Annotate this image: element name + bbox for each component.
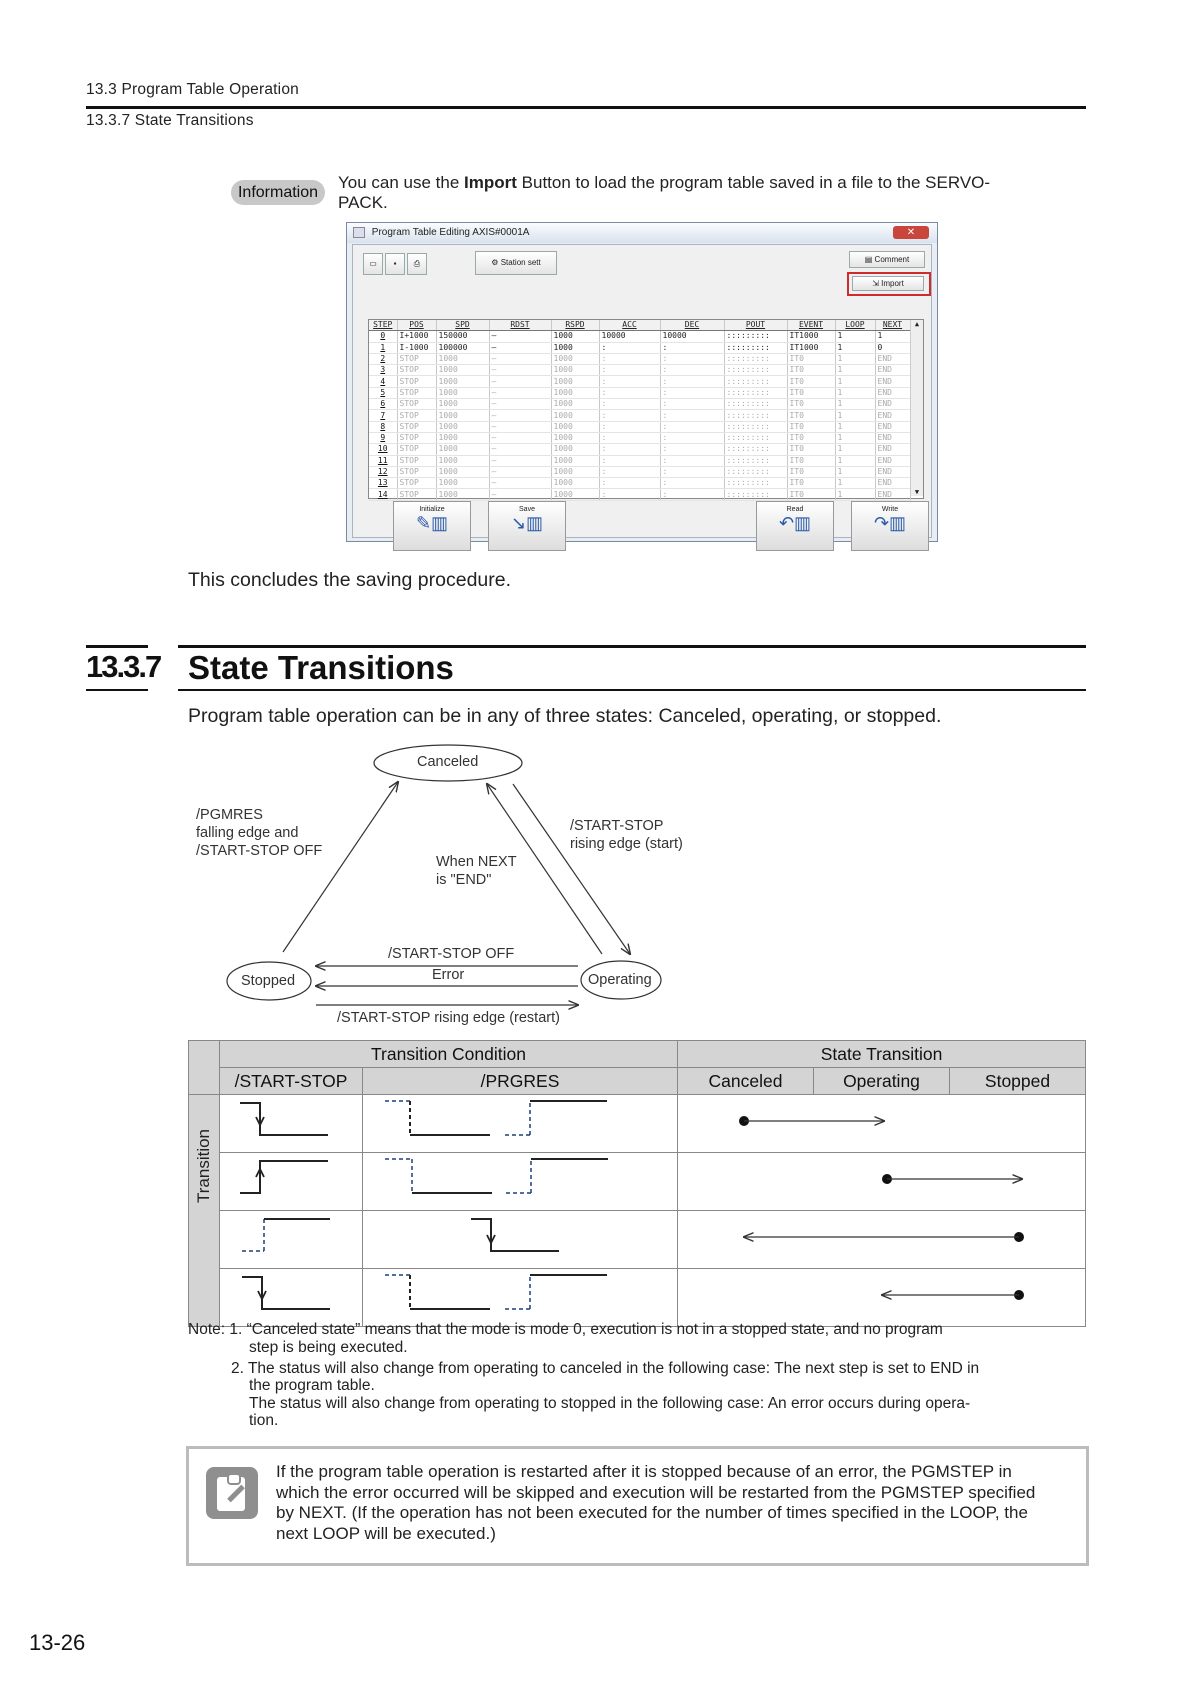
grid-cell[interactable]: – (489, 489, 551, 500)
grid-cell[interactable]: 1 (835, 399, 875, 410)
grid-cell[interactable]: STOP (397, 399, 436, 410)
grid-cell[interactable]: 1000 (551, 432, 599, 443)
grid-col-header[interactable]: DEC (660, 320, 724, 331)
grid-cell[interactable]: – (489, 353, 551, 364)
grid-cell[interactable]: 1000 (551, 455, 599, 466)
grid-cell[interactable]: : (660, 365, 724, 376)
grid-cell[interactable]: 10000 (660, 331, 724, 342)
grid-cell[interactable]: 1000 (551, 353, 599, 364)
information-badge: Information (231, 180, 325, 205)
grid-cell[interactable]: 1 (835, 432, 875, 443)
write-icon: ↷▥ (873, 513, 907, 533)
prgres-signal-3 (363, 1211, 678, 1269)
initialize-icon: ✎▥ (415, 513, 449, 533)
grid-cell[interactable]: END (875, 399, 910, 410)
grid-cell[interactable]: END (875, 444, 910, 455)
grid-cell[interactable]: I+1000 (397, 331, 436, 342)
grid-cell[interactable]: 5 (369, 387, 397, 398)
grid-cell[interactable]: : (660, 387, 724, 398)
grid-cell[interactable]: : (660, 399, 724, 410)
grid-cell[interactable]: IT1000 (787, 342, 835, 353)
import-icon: ⇲ (872, 279, 882, 288)
grid-cell[interactable]: 3 (369, 365, 397, 376)
grid-cell[interactable]: ::::::::: (724, 387, 787, 398)
state-transition-4 (678, 1269, 1086, 1327)
grid-cell[interactable]: 1000 (436, 432, 489, 443)
grid-cell[interactable]: 1 (835, 421, 875, 432)
print-icon[interactable]: ⎙ (407, 253, 427, 275)
transition-condition-header: Transition Condition (220, 1041, 678, 1068)
grid-cell[interactable]: IT0 (787, 410, 835, 421)
start-stop-signal-4 (220, 1269, 363, 1327)
grid-cell[interactable]: I-1000 (397, 342, 436, 353)
grid-cell[interactable]: 1 (835, 444, 875, 455)
save-icon[interactable]: ▪ (385, 253, 405, 275)
station-icon: ⚙ (491, 258, 501, 267)
grid-cell[interactable]: 1 (835, 489, 875, 500)
grid-cell[interactable]: ::::::::: (724, 376, 787, 387)
start-stop-signal-1 (220, 1095, 363, 1153)
grid-col-header[interactable]: EVENT (787, 320, 835, 331)
grid-cell[interactable]: : (599, 410, 660, 421)
grid-cell[interactable]: : (599, 455, 660, 466)
grid-cell[interactable]: 11 (369, 455, 397, 466)
grid-cell[interactable]: 1000 (436, 353, 489, 364)
grid-cell[interactable]: STOP (397, 432, 436, 443)
section-number: 13.3.7 (86, 649, 161, 684)
grid-cell[interactable]: 1000 (436, 444, 489, 455)
grid-cell[interactable]: END (875, 376, 910, 387)
grid-cell[interactable]: IT0 (787, 399, 835, 410)
read-icon: ↶▥ (778, 513, 812, 533)
grid-cell[interactable]: 6 (369, 399, 397, 410)
prgres-header: /PRGRES (363, 1068, 678, 1095)
grid-cell[interactable]: 1 (835, 376, 875, 387)
grid-cell[interactable]: 1000 (551, 387, 599, 398)
grid-cell[interactable]: : (599, 444, 660, 455)
grid-cell[interactable]: 1 (835, 410, 875, 421)
grid-cell[interactable]: – (489, 365, 551, 376)
grid-cell[interactable]: : (660, 410, 724, 421)
grid-cell[interactable]: ::::::::: (724, 353, 787, 364)
grid-cell[interactable]: IT1000 (787, 331, 835, 342)
comment-button[interactable]: ▤ Comment (849, 251, 925, 268)
grid-cell[interactable]: STOP (397, 353, 436, 364)
start-stop-signal-2 (220, 1153, 363, 1211)
grid-cell[interactable]: ::::::::: (724, 342, 787, 353)
section-title: State Transitions (188, 649, 454, 686)
operating-label: Operating (588, 972, 652, 988)
grid-cell[interactable]: END (875, 478, 910, 489)
scroll-up-icon[interactable]: ▲ (914, 320, 920, 328)
table-row (189, 1095, 1086, 1153)
grid-cell[interactable]: ::::::::: (724, 365, 787, 376)
stopped-header: Stopped (950, 1068, 1086, 1095)
memo-icon (206, 1467, 258, 1519)
grid-cell[interactable]: ::::::::: (724, 421, 787, 432)
table-row (189, 1153, 1086, 1211)
transition-label: Transition (194, 1128, 213, 1203)
start-stop-signal-3 (220, 1211, 363, 1269)
grid-col-header[interactable]: STEP (369, 320, 397, 331)
grid-cell[interactable]: 4 (369, 376, 397, 387)
canceled-header: Canceled (678, 1068, 814, 1095)
grid-cell[interactable]: 1000 (551, 410, 599, 421)
grid-cell[interactable]: : (599, 342, 660, 353)
grid-cell[interactable]: : (599, 376, 660, 387)
canceled-to-operating-arrow (513, 784, 630, 954)
grid-cell[interactable]: END (875, 410, 910, 421)
grid-cell[interactable]: 1 (835, 387, 875, 398)
canceled-label: Canceled (417, 754, 479, 770)
grid-cell[interactable]: 1000 (551, 478, 599, 489)
grid-cell[interactable]: 1 (369, 342, 397, 353)
state-transition-3 (678, 1211, 1086, 1269)
grid-cell[interactable]: 1000 (436, 399, 489, 410)
running-header-subsection: 13.3.7 State Transitions (86, 112, 254, 129)
new-icon[interactable]: ▭ (363, 253, 383, 275)
grid-cell[interactable]: ::::::::: (724, 432, 787, 443)
grid-cell[interactable]: 1 (875, 331, 910, 342)
grid-cell[interactable]: 9 (369, 432, 397, 443)
grid-cell[interactable]: : (599, 466, 660, 477)
start-stop-header: /START-STOP (220, 1068, 363, 1095)
grid-cell[interactable]: 0 (369, 331, 397, 342)
grid-col-header[interactable]: NEXT (875, 320, 910, 331)
read-button[interactable]: Read ↶▥ (756, 501, 834, 551)
grid-cell[interactable]: END (875, 489, 910, 500)
grid-cell[interactable]: – (489, 376, 551, 387)
grid-cell[interactable]: 150000 (436, 331, 489, 342)
grid-cell[interactable]: STOP (397, 410, 436, 421)
grid-cell[interactable]: : (599, 353, 660, 364)
grid-cell[interactable]: 1000 (436, 478, 489, 489)
grid-cell[interactable]: 1000 (551, 331, 599, 342)
grid-cell[interactable]: IT0 (787, 365, 835, 376)
grid-cell[interactable]: – (489, 421, 551, 432)
conclusion-text: This concludes the saving procedure. (188, 569, 512, 591)
grid-cell[interactable]: 1000 (551, 365, 599, 376)
grid-cell[interactable]: ::::::::: (724, 466, 787, 477)
stopped-label: Stopped (241, 973, 296, 989)
grid-cell[interactable]: 1000 (436, 466, 489, 477)
grid-cell[interactable]: STOP (397, 455, 436, 466)
grid-cell[interactable]: STOP (397, 444, 436, 455)
grid-cell[interactable]: 1 (835, 331, 875, 342)
grid-cell[interactable]: – (489, 455, 551, 466)
grid-cell[interactable]: IT0 (787, 421, 835, 432)
grid-cell[interactable]: : (599, 365, 660, 376)
grid-cell[interactable]: STOP (397, 478, 436, 489)
grid-cell[interactable]: END (875, 455, 910, 466)
grid-cell[interactable]: : (660, 444, 724, 455)
grid-cell[interactable]: END (875, 421, 910, 432)
running-header-section: 13.3 Program Table Operation (86, 81, 299, 98)
next-end-label: When NEXT is "END" (436, 854, 517, 888)
state-transition-header: State Transition (678, 1041, 1086, 1068)
grid-cell[interactable]: : (599, 399, 660, 410)
grid-cell[interactable]: 10000 (599, 331, 660, 342)
initialize-button[interactable]: Initialize ✎▥ (393, 501, 471, 551)
tip-box (186, 1446, 1089, 1566)
grid-cell[interactable]: : (599, 489, 660, 500)
grid-cell[interactable]: 1000 (436, 365, 489, 376)
note-2: 2. The status will also change from operating to canceled in the following case: The next step is set to END in (231, 1360, 980, 1377)
grid-cell[interactable]: STOP (397, 387, 436, 398)
grid-cell[interactable]: : (660, 466, 724, 477)
grid-cell[interactable]: ::::::::: (724, 489, 787, 500)
comment-icon: ▤ (864, 255, 875, 264)
restart-label: /START-STOP rising edge (restart) (337, 1010, 560, 1026)
grid-cell[interactable]: ::::::::: (724, 331, 787, 342)
state-transition-1 (678, 1095, 1086, 1153)
grid-cell[interactable]: : (660, 342, 724, 353)
grid-cell[interactable]: 1 (835, 455, 875, 466)
grid-cell[interactable]: – (489, 399, 551, 410)
window-title: Program Table Editing AXIS#0001A (371, 227, 530, 238)
write-button[interactable]: Write ↷▥ (851, 501, 929, 551)
grid-cell[interactable]: 14 (369, 489, 397, 500)
grid-cell[interactable]: STOP (397, 466, 436, 477)
grid-col-header[interactable]: POS (397, 320, 436, 331)
grid-cell[interactable]: END (875, 365, 910, 376)
prgres-signal-1 (363, 1095, 678, 1153)
operating-header: Operating (814, 1068, 950, 1095)
section-intro: Program table operation can be in any of three states: Canceled, operating, or stopped. (188, 705, 942, 727)
start-label: /START-STOP rising edge (start) (570, 818, 683, 852)
grid-cell[interactable]: 1 (835, 478, 875, 489)
grid-cell[interactable]: 1000 (436, 421, 489, 432)
page-number: 13-26 (29, 1630, 86, 1655)
grid-cell[interactable]: 13 (369, 478, 397, 489)
grid-cell[interactable]: : (660, 376, 724, 387)
grid-cell[interactable]: 1000 (436, 489, 489, 500)
grid-cell[interactable]: : (660, 478, 724, 489)
grid-cell[interactable]: – (489, 387, 551, 398)
grid-cell[interactable]: 2 (369, 353, 397, 364)
grid-cell[interactable]: 1000 (436, 376, 489, 387)
grid-cell[interactable]: 10 (369, 444, 397, 455)
grid-cell[interactable]: 8 (369, 421, 397, 432)
grid-cell[interactable]: : (599, 432, 660, 443)
tip-text: If the program table operation is restarted after it is stopped because of an error, the PGMSTEP in which the error occurred will be skipped and execution will be restarted from the PGMSTEP specified by NEXT. (If the operation has not been executed for the number of times specified in the LOOP, the next LOOP will be executed.) (276, 1462, 1036, 1543)
transition-side-label (189, 1095, 220, 1327)
grid-cell[interactable]: 1000 (551, 489, 599, 500)
grid-cell[interactable]: IT0 (787, 353, 835, 364)
grid-cell[interactable]: END (875, 432, 910, 443)
grid-cell[interactable]: – (489, 478, 551, 489)
grid-cell[interactable]: END (875, 353, 910, 364)
grid-col-header[interactable]: RSPD (551, 320, 599, 331)
error-label: Error (432, 967, 465, 983)
grid-cell[interactable]: : (599, 387, 660, 398)
transition-table (188, 1040, 1086, 1327)
scroll-down-icon[interactable]: ▼ (914, 488, 920, 496)
grid-cell[interactable]: – (489, 342, 551, 353)
grid-col-header[interactable]: ACC (599, 320, 660, 331)
grid-cell[interactable]: IT0 (787, 387, 835, 398)
save-file-icon: ↘▥ (510, 513, 544, 533)
grid-cell[interactable]: – (489, 444, 551, 455)
grid-col-header[interactable]: RDST (489, 320, 551, 331)
grid-cell[interactable]: 1000 (551, 421, 599, 432)
grid-cell[interactable]: ::::::::: (724, 478, 787, 489)
grid-cell[interactable]: : (660, 489, 724, 500)
grid-cell[interactable]: 1000 (436, 455, 489, 466)
prgres-signal-2 (363, 1153, 678, 1211)
prgres-signal-4 (363, 1269, 678, 1327)
grid-col-header[interactable]: POUT (724, 320, 787, 331)
grid-cell[interactable]: – (489, 432, 551, 443)
grid-cell[interactable]: IT0 (787, 444, 835, 455)
start-stop-off-label: /START-STOP OFF (388, 946, 515, 962)
grid-cell[interactable]: 0 (875, 342, 910, 353)
grid-cell[interactable]: 12 (369, 466, 397, 477)
grid-cell[interactable]: IT0 (787, 466, 835, 477)
information-text: You can use the Import Button to load the program table saved in a file to the SERVO- PACK. (338, 173, 991, 212)
grid-cell[interactable]: STOP (397, 365, 436, 376)
grid-cell[interactable]: IT0 (787, 489, 835, 500)
grid-cell[interactable]: 1000 (436, 387, 489, 398)
grid-cell[interactable]: END (875, 387, 910, 398)
grid-cell[interactable]: 1000 (551, 399, 599, 410)
close-icon[interactable]: ✕ (893, 226, 929, 239)
table-corner (189, 1041, 220, 1095)
grid-cell[interactable]: ::::::::: (724, 410, 787, 421)
grid-cell[interactable]: – (489, 466, 551, 477)
grid-cell[interactable]: 1 (835, 353, 875, 364)
grid-cell[interactable]: 1000 (436, 410, 489, 421)
table-row (189, 1211, 1086, 1269)
grid-cell[interactable]: ::::::::: (724, 399, 787, 410)
grid-cell[interactable]: 1 (835, 365, 875, 376)
grid-cell[interactable]: 1 (835, 342, 875, 353)
note-1: Note: 1. “Canceled state” means that the mode is mode 0, execution is not in a stopped state, and no program (188, 1321, 943, 1338)
grid-cell[interactable]: STOP (397, 421, 436, 432)
grid-cell[interactable]: : (599, 421, 660, 432)
grid-cell[interactable]: : (599, 478, 660, 489)
grid-cell[interactable]: ::::::::: (724, 455, 787, 466)
grid-col-header[interactable]: SPD (436, 320, 489, 331)
note-2-cont3: tion. (249, 1412, 279, 1429)
pgmres-label: /PGMRES falling edge and /START-STOP OFF (196, 807, 323, 859)
grid-cell[interactable]: STOP (397, 376, 436, 387)
grid-cell[interactable]: – (489, 410, 551, 421)
grid-cell[interactable]: : (660, 455, 724, 466)
grid-cell[interactable]: IT0 (787, 478, 835, 489)
note-2-cont2: The status will also change from operating to stopped in the following case: An error occurs during opera- (249, 1395, 971, 1412)
grid-cell[interactable]: : (660, 421, 724, 432)
table-row (189, 1269, 1086, 1327)
grid-cell[interactable]: STOP (397, 489, 436, 500)
note-2-cont: the program table. (249, 1377, 375, 1394)
grid-cell[interactable]: : (660, 353, 724, 364)
grid-cell[interactable]: – (489, 331, 551, 342)
grid-col-header[interactable]: LOOP (835, 320, 875, 331)
grid-cell[interactable]: 1 (835, 466, 875, 477)
import-button[interactable]: ⇲ Import (852, 276, 924, 291)
grid-cell[interactable]: IT0 (787, 455, 835, 466)
station-sett-button[interactable]: ⚙ Station sett (475, 251, 557, 275)
grid-cell[interactable]: 1000 (551, 376, 599, 387)
grid-cell[interactable]: 1000 (551, 444, 599, 455)
grid-cell[interactable]: 1000 (551, 342, 599, 353)
grid-cell[interactable]: 1000 (551, 466, 599, 477)
grid-cell[interactable]: IT0 (787, 432, 835, 443)
grid-cell[interactable]: : (660, 432, 724, 443)
grid-cell[interactable]: 100000 (436, 342, 489, 353)
grid-cell[interactable]: IT0 (787, 376, 835, 387)
note-1-cont: step is being executed. (249, 1339, 408, 1356)
state-transition-2 (678, 1153, 1086, 1211)
grid-cell[interactable]: 7 (369, 410, 397, 421)
grid-cell[interactable]: ::::::::: (724, 444, 787, 455)
save-button[interactable]: Save ↘▥ (488, 501, 566, 551)
grid-cell[interactable]: END (875, 466, 910, 477)
